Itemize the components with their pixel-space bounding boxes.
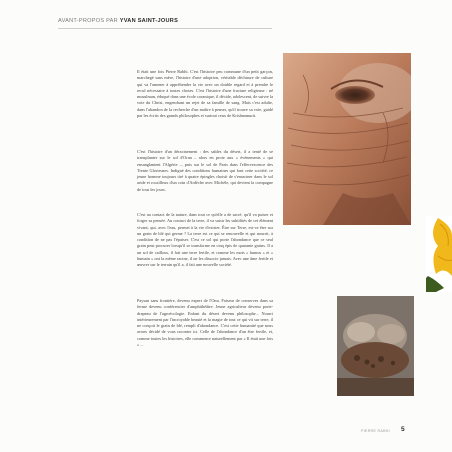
face-photo bbox=[283, 53, 411, 225]
text-block-4 bbox=[137, 298, 273, 348]
paragraph: C'est l'histoire d'un déracinement : des sables du désert, il a tenté de se transplanter sur le sol d'Oran – alors en proie aux « événements » qui ensanglantent l'Algérie –, puis sur le sol de Paris dans l'effervescence des Trente Glorieuses. Indigné des conditions humaines qui font cette société, ce jeune homme toujours tiré à quatre épingles choisit de s'enraciner dans le sol aride et rocailleux d'un coin d'Ardèche avec Michèle, qui devient la compagne de tous les jours. bbox=[137, 149, 273, 192]
paragraph: C'est au contact de la nature, dans tout ce qu'elle a de sacré, qu'il va puiser et forger sa pensée. Au contact de la terre, il va saisir les subtilités de cet élément vivant, qui, avec l'eau, permet à la vie d'exister. Être sur Terre, est-ce être sur un grain de blé qui germe ? La terre est ce qui se renouvelle et qui nourrit, à condition de ne pas l'épuiser. C'est ce sol qui porte l'abondance que ce seul grain peut procurer lorsqu'il se transforme en cinq épis de quarante grains. Il a un sol de caillous, il fait une terre fertile, et comme les mots « humus » et « humain » ont la même racine, il ne les dissocie jamais. Avec une âme fertile et œuvrer sur le terrain qu'il a, il fait une nouvelle société. bbox=[137, 212, 273, 268]
author-name: YVAN SAINT-JOURS bbox=[119, 18, 179, 24]
page-number: 5 bbox=[401, 426, 405, 433]
text-block-1 bbox=[137, 69, 273, 119]
paragraph: Paysan sans frontière, devenu expert de l'Onu. Faiseur de conserves dans sa ferme devenu conférencier d'amphithéâtre. Jeune agriculteur devenu porte-drapeau de l'agroécologie. Enfant du désert devenu philosophe... Nourri intérieurement par l'incroyable beauté et la magie de tout ce qui vit sur terre, il ne conçoit le grain de blé, rempli d'abondance. C'est cette humanité que nous avons décidé de vous raconter ici. Celle de l'abondance d'un être fertile, et, comme toutes les histoires, elle commence naturellement par « Il était une fois » ... bbox=[137, 298, 273, 348]
running-title: PIERRE RABHI bbox=[361, 429, 390, 433]
section-label: AVANT-PROPOS PAR bbox=[58, 18, 120, 24]
sunflower-photo bbox=[426, 216, 452, 292]
text-block-2 bbox=[137, 149, 273, 193]
hands-soil-photo bbox=[337, 296, 414, 396]
text-block-3 bbox=[137, 212, 273, 269]
page-header bbox=[58, 18, 178, 24]
header-rule bbox=[58, 28, 272, 29]
paragraph: Il était une fois Pierre Rabhi. C'est l'histoire peu commune d'un petit garçon, marchegé sans mère, l'histoire d'une adoption, véritable déchirure de culture qui va l'amener à appréhender la vie avec un double regard et à prendre le recul nécessaire à toutes choses. C'est l'histoire d'une fracture religieuse : né musulman, éduqué dans une école coranique, il décide, adolescent, de suivre la voie du Christ, engendrant un rejet de sa famille de sang. Mais c'est adulte, dans l'abandon de la recherche d'un maître à penser, qu'il trouve sa voie, guidé par les écrits des grands philosophes et surtout ceux de Krishnamurti. bbox=[137, 69, 273, 119]
